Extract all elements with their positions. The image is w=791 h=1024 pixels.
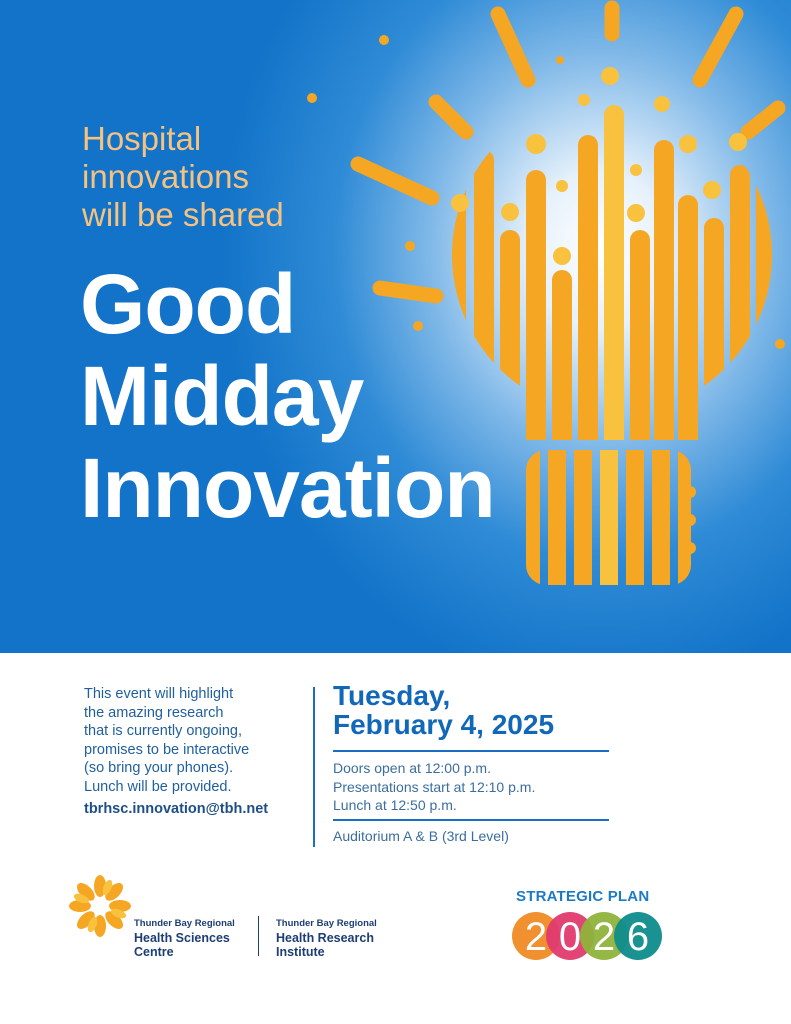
- date-line: February 4, 2025: [333, 709, 555, 740]
- org-name-line: Health Sciences: [134, 931, 230, 945]
- divider: [333, 750, 609, 752]
- description-line: promises to be interactive: [84, 741, 250, 758]
- schedule-item: Presentations start at 12:10 p.m.: [333, 778, 536, 795]
- schedule-item: Lunch at 12:50 p.m.: [333, 797, 457, 813]
- description-line: This event will highlight: [84, 686, 234, 702]
- title-line: Innovation: [80, 441, 495, 535]
- bulb-bubbles: [451, 67, 747, 265]
- hero-subtitle: [82, 120, 402, 234]
- title-line: Midday: [80, 349, 364, 443]
- details-section: [0, 653, 791, 1024]
- plan-digit: 6: [626, 915, 650, 959]
- schedule-item: Doors open at 12:00 p.m.: [333, 760, 491, 776]
- org-name-line: Thunder Bay Regional: [134, 918, 235, 929]
- base-threads: [684, 486, 696, 554]
- description-line: (so bring your phones).: [84, 760, 234, 776]
- subtitle-line: Hospital: [82, 120, 202, 157]
- subtitle-line: will be shared: [82, 196, 284, 233]
- org-name-line: Health Research: [276, 931, 374, 945]
- event-schedule: [333, 759, 535, 815]
- description-line: that is currently ongoing,: [84, 723, 242, 739]
- event-title: [80, 258, 495, 534]
- org-name-line: Thunder Bay Regional: [276, 918, 377, 929]
- logo-divider: [258, 916, 259, 956]
- bulb-glass: [452, 105, 776, 450]
- plan-digit: 2: [524, 915, 548, 959]
- description-line: Lunch will be provided.: [84, 778, 232, 795]
- org-name-line: Institute: [276, 945, 325, 959]
- plan-digit: 0: [558, 915, 582, 959]
- plan-digit: 2: [592, 915, 616, 959]
- event-date: [333, 681, 554, 739]
- contact-email-link[interactable]: tbrhsc.innovation@tbh.net: [84, 801, 269, 817]
- date-line: Tuesday,: [333, 680, 451, 711]
- strategic-plan-logo: [512, 908, 662, 964]
- divider: [313, 687, 315, 847]
- divider: [333, 819, 609, 821]
- org-name-line: Centre: [134, 945, 174, 959]
- event-description: [84, 685, 299, 796]
- title-line: Good: [80, 257, 296, 351]
- sunflower-icon: [68, 874, 132, 938]
- hsc-logo-text: [134, 917, 235, 959]
- description-line: the amazing research: [84, 704, 224, 721]
- event-location: Auditorium A & B (3rd Level): [333, 828, 509, 844]
- bulb-base: [526, 450, 691, 585]
- subtitle-line: innovations: [82, 158, 249, 195]
- hri-logo-text: [276, 917, 377, 959]
- strategic-plan-label: STRATEGIC PLAN: [516, 888, 650, 905]
